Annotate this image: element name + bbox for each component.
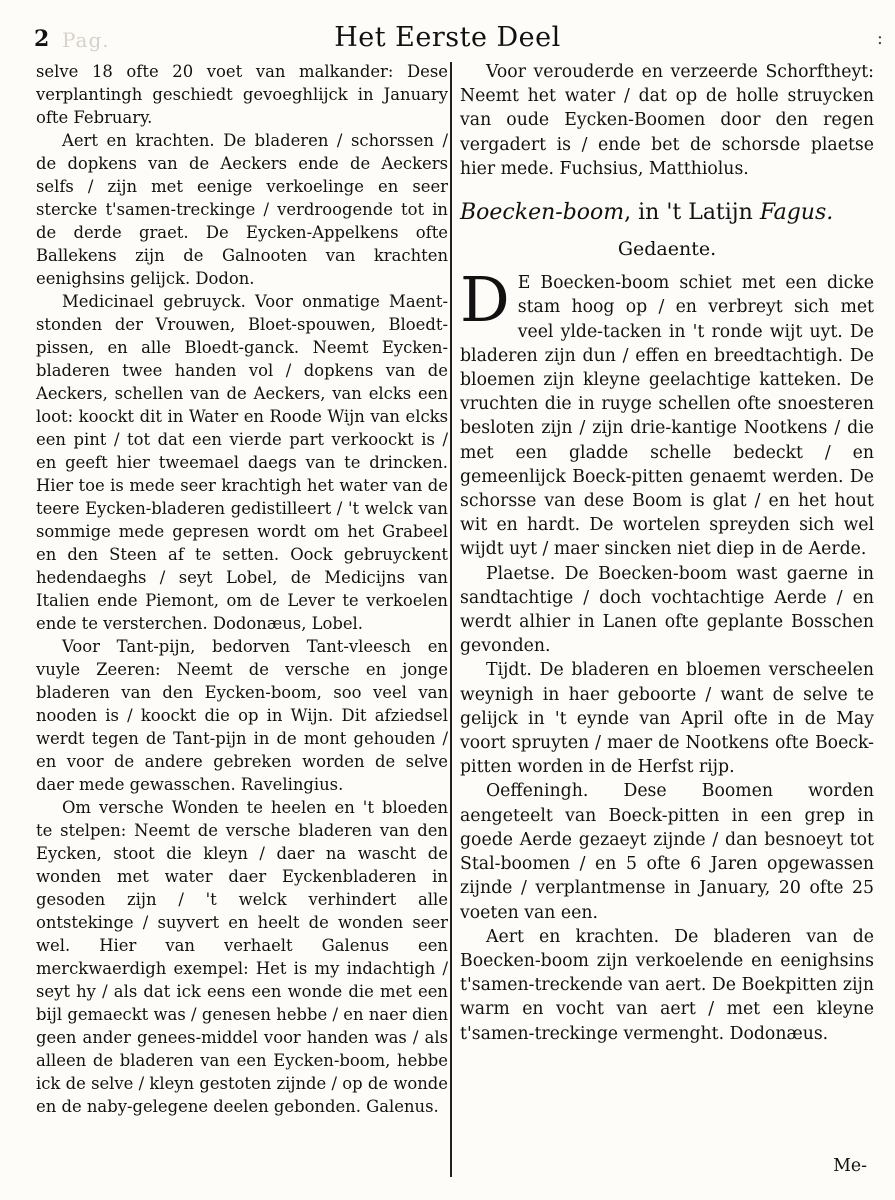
paragraph: selve 18 ofte 20 voet van malkander: Dese verplantingh geschiedt gevoeghlijck in January ofte February. (36, 62, 448, 127)
paragraph: Aert en krachten. De bladeren / schorssen / de dopkens van de Aeckers ende de Aeckers selfs / zijn met eenige verkoelinge en seer stercke t'samen-treckinge / verdroogende tot in de derde graet. De Eycken-Appelkens ofte Ballekens zijn de Galnooten van krachten eenighsins gelijck. Dodon. (36, 131, 448, 288)
page-number: 2 (34, 26, 50, 52)
corner-mark: : (876, 28, 883, 49)
catchword: Me- (833, 1156, 867, 1176)
left-column (36, 60, 448, 1118)
bleed-through-text: Pag. (62, 28, 110, 52)
entry-heading (460, 199, 874, 227)
right-column (460, 60, 874, 1046)
column-divider (450, 62, 452, 1177)
paragraph: Voor verouderde en verzeerde Schorftheyt: Neemt het water / dat op de holle struycken van oude Eycken-Boomen door den regen vergadert is / ende bet de schorsde plaetse hier mede. Fuchsius, Matthiolus. (460, 62, 874, 179)
section-subheading: Gedaente. (617, 238, 717, 261)
entry-name: Boecken-boom (460, 200, 625, 226)
drop-cap: D (460, 263, 510, 337)
paragraph: Oeffeningh. Dese Boomen worden aengeteelt van Boeck-pitten in een grep in goede Aerde gezaeyt zijnde / dan besnoeyt tot Stal-boomen / en 5 ofte 6 Jaren opgewassen zijnde / verplantmense in January, 20 ofte 25 voeten van een. (460, 781, 874, 923)
paragraph: Medicinael gebruyck. Voor onmatige Maent-stonden der Vrouwen, Bloet-spouwen, Bloedt-pissen, en alle Bloedt-ganck. Neemt Eycken-bladeren twee handen vol / dopkens van de Aeckers, schellen van de Aeckers, van elcks een loot: koockt dit in Water en Roode Wijn van elcks een pint / tot dat een vierde part verkoockt is / en geeft hier tweemael daegs van te drincken. Hier toe is mede seer krachtigh het water van de teere Eycken-bladeren gedistilleert / 't welck van sommige mede gepresen wordt om het Grabeel en den Steen af te setten. Oock gebruyckent hedendaeghs / seyt Lobel, de Medicijns van Italien ende Piemont, om de Lever te verkoelen ende te versterchen. Dodonæus, Lobel. (36, 292, 448, 633)
latin-intro: , in 't Latijn (624, 200, 753, 226)
paragraph: Om versche Wonden te heelen en 't bloeden te stelpen: Neemt de versche bladeren van den Eycken, stoot die kleyn / daer na wascht de wonden met water daer Eyckenbladeren in gesoden zijn / 't welck verhindert alle ontstekinge / suyvert en heelt de wonden seer wel. Hier van verhaelt Galenus een merckwaerdigh exempel: Het is my indachtigh / seyt hy / als dat ick eens een wonde die met een bijl gemaeckt was / genesen hebbe / en naer dien geen ander genees-middel voor handen was / als alleen de bladeren van een Eycken-boom, hebbe ick de selve / kleyn gestoten zijnde / op de wonde en de naby-gelegene deelen gebonden. Galenus. (36, 798, 448, 1116)
paragraph: Tijdt. De bladeren en bloemen verscheelen weynigh in haer geboorte / want de selve te gelijck in 't eynde van April ofte in de May voort spruyten / maer de Nootkens ofte Boeck-pitten worden in de Herfst rijp. (460, 660, 874, 778)
paragraph: Plaetse. De Boecken-boom wast gaerne in sandtachtige / doch vochtachtige Aerde / en werdt alhier in Lanen ofte geplante Bosschen gevonden. (460, 563, 874, 657)
running-title: Het Eerste Deel (334, 22, 561, 53)
paragraph: Voor Tant-pijn, bedorven Tant-vleesch en vuyle Zeeren: Neemt de versche en jonge bladeren van den Eycken-boom, soo veel van nooden is / koockt die op in Wijn. Dit afziedsel werdt tegen de Tant-pijn in de mont gehouden / en voor de andere gebreken worden de selve daer mede gewasschen. Ravelingius. (36, 637, 448, 794)
paragraph-text: E Boecken-boom schiet met een dicke stam hoog op / en verbreyt sich met veel ylde-tacken in 't ronde wijt uyt. De bladeren zijn dun / effen en breedtachtigh. De bloemen zijn kleyne geelachtige katteken. De vruchten die in ruyge schellen ofte snoesteren besloten zijn / zijn drie-kantige Nootkens / die met een gladde schelle bedeckt / en gemeenlijck Boeck-pitten genaemt werden. De schorsse van dese Boom is glat / en het hout wit en hardt. De wortelen spreyden sich wel wijdt uyt / maer sincken niet diep in de Aerde. (460, 273, 874, 560)
paragraph (460, 263, 874, 561)
latin-name: Fagus. (759, 200, 834, 226)
paragraph: Aert en krachten. De bladeren van de Boecken-boom zijn verkoelende en eenighsins t'samen-treckende van aert. De Boekpitten zijn warm en vocht van aert / met een kleyne t'samen-treckinge vermenght. Dodonæus. (460, 926, 874, 1044)
